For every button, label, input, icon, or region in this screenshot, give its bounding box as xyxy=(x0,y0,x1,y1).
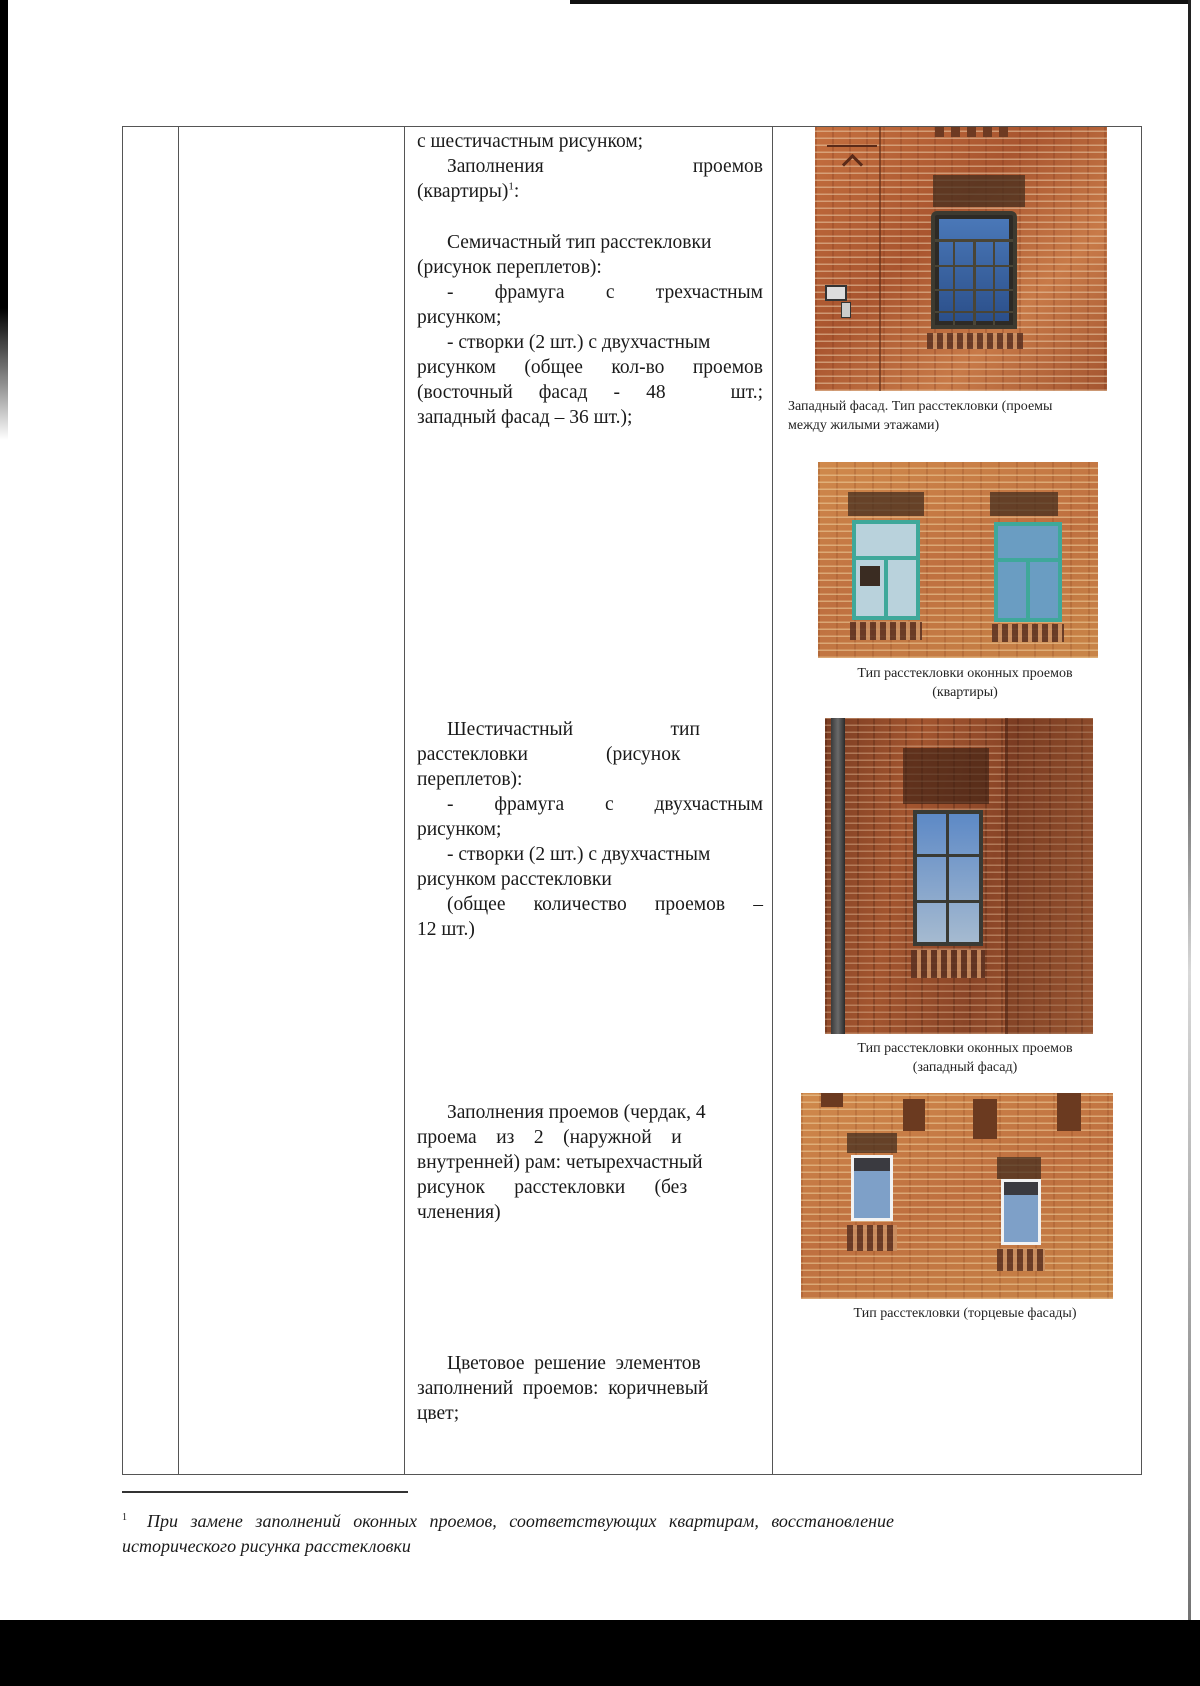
text-line: рисунок расстекловки (без xyxy=(417,1177,688,1198)
description-block-openings-apartments xyxy=(417,129,763,204)
photo-end-facade-windows xyxy=(801,1093,1113,1299)
text-line: рисунком; xyxy=(417,819,502,840)
text-line: - створки (2 шт.) с двухчастным xyxy=(447,844,711,865)
text-line: западный фасад – 36 шт.); xyxy=(417,407,633,428)
text-line: Шестичастный тип xyxy=(447,719,700,740)
description-block-six-part-glazing xyxy=(417,717,763,942)
text-line: (квартиры)$^1$: xyxy=(417,180,520,202)
scan-edge-bottom xyxy=(0,1620,1200,1686)
text-line: Семичастный тип расстекловки xyxy=(447,232,712,253)
text-line: переплетов): xyxy=(417,769,523,790)
text-line: членения) xyxy=(417,1202,501,1223)
description-block-seven-part-glazing xyxy=(417,230,763,430)
text-line: рисунком (общее кол-во проемов xyxy=(417,357,763,378)
footnote-line: исторического рисунка расстекловки xyxy=(122,1536,411,1556)
text-line: внутренней) рам: четырехчастный xyxy=(417,1152,703,1173)
photo-caption: Тип расстекловки оконных проемов (западный фасад) xyxy=(857,1041,1073,1075)
description-block-color-scheme xyxy=(417,1351,763,1426)
text-line: Цветовое решение элементов xyxy=(447,1353,701,1374)
window-attic-left xyxy=(851,1155,893,1221)
scan-edge-right xyxy=(1188,0,1191,1620)
table-column-number xyxy=(123,127,179,1474)
text-line: с шестичастным рисунком; xyxy=(417,131,644,152)
footnote xyxy=(122,1505,1142,1559)
text-line: (общее количество проемов – xyxy=(447,894,763,915)
footnote-line: $^1$ При замене заполнений оконных проемов, соответствующих квартирам, восстановление xyxy=(122,1511,895,1531)
photo-west-facade-window xyxy=(815,127,1107,391)
text-line: заполнений проемов: коричневый xyxy=(417,1378,709,1399)
photo-caption: Западный фасад. Тип расстекловки (проемы между жилыми этажами) xyxy=(788,399,1053,433)
scan-edge-left xyxy=(0,0,8,440)
table-column-photos xyxy=(773,127,1142,1474)
window-six-part xyxy=(913,810,983,946)
photo-west-facade-tall-window xyxy=(825,718,1093,1034)
window-green-left xyxy=(852,520,920,620)
footnote-ref[interactable]: 1 xyxy=(508,180,514,193)
text-line: Заполнения проемов xyxy=(447,156,763,177)
text-line: расстекловки (рисунок xyxy=(417,744,681,765)
text-line: проема из 2 (наружной и xyxy=(417,1127,682,1148)
downpipe xyxy=(831,718,845,1034)
window-green-right xyxy=(994,522,1062,622)
footnote-marker: 1 xyxy=(122,1512,127,1523)
text-line: - фрамуга с двухчастным xyxy=(447,794,763,815)
window-attic-right xyxy=(1001,1179,1041,1245)
text-line: (восточный фасад - 48 шт.; xyxy=(417,382,763,403)
text-line: Заполнения проемов (чердак, 4 xyxy=(447,1102,706,1123)
table-column-element xyxy=(179,127,405,1474)
floodlight xyxy=(825,285,847,301)
footnote-separator xyxy=(122,1491,408,1493)
description-block-attic-openings xyxy=(417,1100,763,1225)
window-seven-part xyxy=(931,211,1017,329)
photo-apartment-windows xyxy=(818,462,1098,658)
photo-caption: Тип расстекловки (торцевые фасады) xyxy=(853,1306,1077,1321)
photo-caption: Тип расстекловки оконных проемов (квартиры) xyxy=(857,666,1073,700)
text-line: рисунком; xyxy=(417,307,502,328)
text-line: - фрамуга с трехчастным xyxy=(447,282,763,303)
text-line: 12 шт.) xyxy=(417,919,475,940)
scan-edge-top xyxy=(570,0,1188,4)
text-line: - створки (2 шт.) с двухчастным xyxy=(447,332,711,353)
text-line: рисунком расстекловки xyxy=(417,869,612,890)
text-line: (рисунок переплетов): xyxy=(417,257,602,278)
table-column-description xyxy=(405,127,773,1474)
text-line: цвет; xyxy=(417,1403,460,1424)
specification-table xyxy=(122,126,1142,1475)
